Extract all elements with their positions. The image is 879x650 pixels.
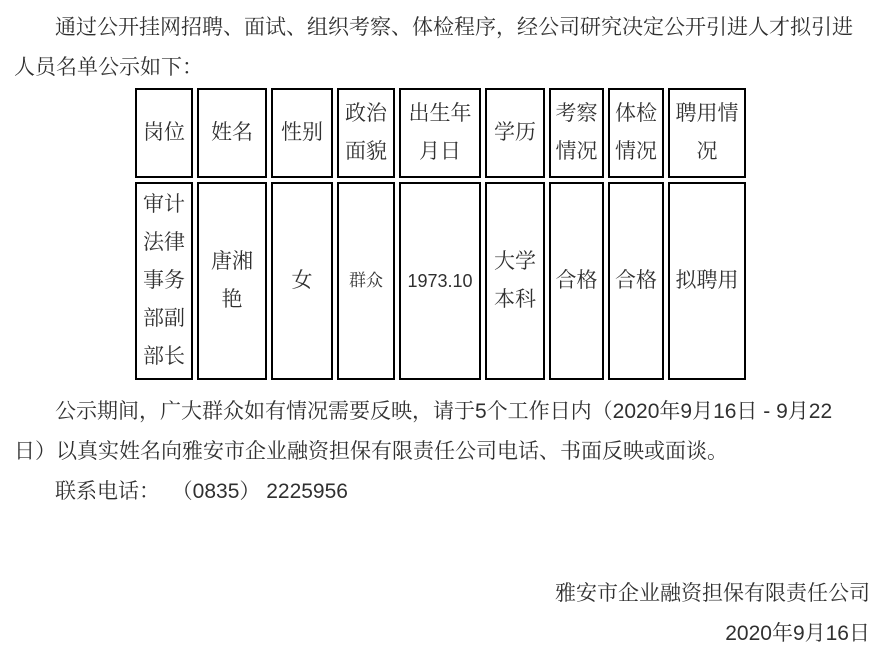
- cell-position: 审计法律事务部副部长: [135, 182, 193, 380]
- notice-paragraph: [14, 392, 870, 472]
- header-name: 姓名: [197, 88, 267, 178]
- cell-inspection-result: 合格: [549, 182, 604, 380]
- notice-line-1: 公示期间，广大群众如有情况需要反映，请于5个工作日内（2020年9月16日 - 9月22: [55, 400, 833, 423]
- signature-date: 2020年9月16日: [725, 622, 870, 645]
- cell-employment-status: 拟聘用: [668, 182, 746, 380]
- contact-line: 联系电话： （0835） 2225956: [55, 480, 348, 503]
- intro-line-1: 通过公开挂网招聘、面试、组织考察、体检程序，经公司研究决定公开引进人才拟引进: [55, 16, 853, 39]
- signature-block: [14, 574, 870, 650]
- cell-education: 大学本科: [485, 182, 545, 380]
- header-medical-result: 体检情况: [608, 88, 664, 178]
- header-gender: 性别: [271, 88, 333, 178]
- table-row: [135, 182, 746, 380]
- contact-paragraph: [14, 472, 870, 512]
- cell-gender: 女: [271, 182, 333, 380]
- cell-medical-result: 合格: [608, 182, 664, 380]
- header-row: [135, 88, 746, 178]
- signature-company: 雅安市企业融资担保有限责任公司: [555, 582, 870, 605]
- header-education: 学历: [485, 88, 545, 178]
- header-employment-status: 聘用情况: [668, 88, 746, 178]
- intro-line-2: 人员名单公示如下：: [14, 56, 203, 79]
- notice-line-2: 日）以真实姓名向雅安市企业融资担保有限责任公司电话、书面反映或面谈。: [14, 440, 728, 463]
- header-inspection-result: 考察情况: [549, 88, 604, 178]
- candidate-table: [131, 84, 750, 384]
- cell-birth-date: 1973.10: [399, 182, 481, 380]
- header-position: 岗位: [135, 88, 193, 178]
- cell-name: 唐湘艳: [197, 182, 267, 380]
- cell-political-status: 群众: [337, 182, 395, 380]
- header-birth-date: 出生年月日: [399, 88, 481, 178]
- intro-paragraph: [14, 8, 870, 88]
- header-political-status: 政治面貌: [337, 88, 395, 178]
